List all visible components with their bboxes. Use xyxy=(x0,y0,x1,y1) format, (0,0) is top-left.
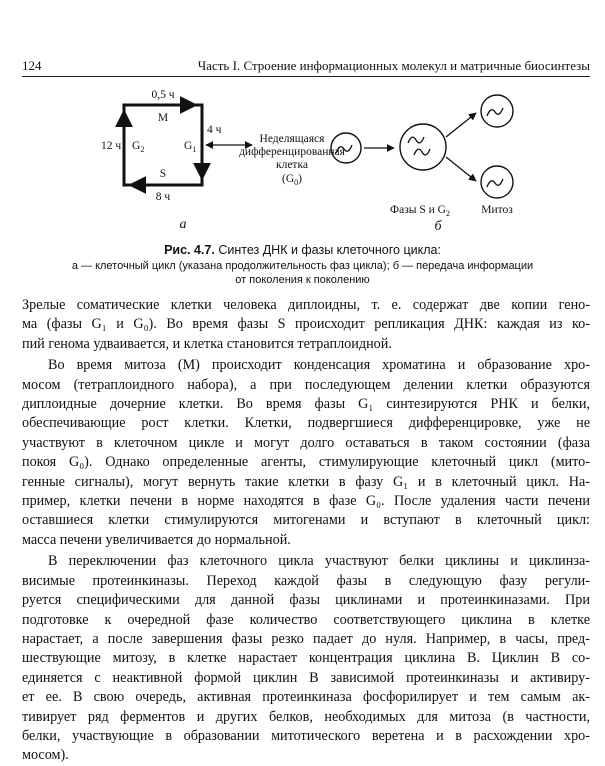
label-phases-s-g2: Фазы S и $G_2$ xyxy=(390,204,450,218)
text-line: масса печени увеличивается до нормальной. xyxy=(22,531,291,548)
label-s-duration: 8 ч xyxy=(155,191,171,203)
text-line: подготовке к очередной фазе количество соответствующего циклина в клетке xyxy=(22,611,590,628)
label-g1: $G_1$ xyxy=(184,140,197,154)
label-g2-duration: 12 ч xyxy=(101,140,122,152)
text-line: покоя G₀). Однако определенные агенты, стимулирующие клеточный цикл (мито- xyxy=(22,454,590,471)
text-line: обеспечивающие рост клетки. Клетки, подвергшиеся дифференцировке, уже не xyxy=(22,415,590,432)
label-g2: $G_2$ xyxy=(132,140,145,154)
figure-drawing xyxy=(0,85,605,245)
chromosome-icon xyxy=(487,179,503,187)
text-line: диплоидные дочерние клетки. Во время фазы G₁ синтезируются РНК и белки, xyxy=(22,396,590,413)
daughter-cell-top xyxy=(481,95,513,127)
chromosome-icon xyxy=(487,108,503,116)
caption-title-text: Синтез ДНК и фазы клеточного цикла: xyxy=(214,243,441,257)
caption-body xyxy=(40,259,565,287)
label-mitosis: Митоз xyxy=(481,204,513,216)
running-title: Часть I. Строение информационных молекул и матричные биосинтезы xyxy=(197,58,590,73)
label-s: S xyxy=(159,168,167,180)
label-nondividing-line1: Неделящаяся xyxy=(259,133,325,145)
text-line: Зрелые соматические клетки человека диплоидны, т. е. содержат две копии гено- xyxy=(22,297,590,313)
text-line: В переключении фаз клеточного цикла участвуют белки циклины и циклинза- xyxy=(48,553,590,570)
chromosome-icon xyxy=(414,149,430,155)
inheritance-diagram xyxy=(331,95,513,234)
label-g1-duration: 4 ч xyxy=(207,124,222,136)
label-m: M xyxy=(157,112,169,124)
text-line: пий генома удваивается, и клетка становится тетраплоидной. xyxy=(22,335,392,352)
label-m-duration: 0,5 ч xyxy=(151,89,175,101)
paragraph-1 xyxy=(22,296,590,354)
caption-line: а — клеточный цикл (указана продолжительность фаз цикла); б — передача информации xyxy=(71,260,534,272)
tetraploid-cell xyxy=(400,124,446,170)
caption-line: от поколения к поколению xyxy=(235,274,370,286)
panel-letter-b: б xyxy=(434,219,442,234)
label-nondividing-line2: дифференцированная xyxy=(239,146,345,158)
caption-title xyxy=(40,243,565,257)
body-text xyxy=(22,296,590,766)
text-line: шествующие митозу, в клетке нарастает концентрация циклина В. Циклин В со- xyxy=(22,650,590,667)
caption-figure-number: Рис. 4.7. xyxy=(164,243,215,257)
daughter-cell-bottom xyxy=(481,166,513,198)
arrow-to-daughter-bottom xyxy=(446,157,476,181)
text-line: руется специфическими для данной фазы циклинами и протеинкиназами. При xyxy=(22,592,590,609)
text-line: белки, участвующие в образовании митотического веретена и в расхождении хро- xyxy=(22,727,590,744)
text-line: мосом). xyxy=(22,747,69,764)
text-line: оставшиеся клетки стимулируются митогенами и вступают в клеточный цикл: xyxy=(22,512,590,529)
label-g0: $(G_0)$ xyxy=(282,173,302,187)
text-line: Во время митоза (М) происходит конденсация хроматина и образование хро- xyxy=(48,357,590,374)
text-line: тивирует ряд ферментов и других белков, необходимых для митоза (в частности, xyxy=(22,708,590,725)
panel-letter-a: а xyxy=(179,217,187,232)
text-line: ет ее. В свою очередь, активная протеинкиназа фосфорилирует и тем самым ак- xyxy=(22,689,590,706)
arrow-to-daughter-top xyxy=(446,113,476,137)
text-line: участвуют в клеточном цикле и могут долго оставаться в таком состоянии (фаза xyxy=(22,434,590,451)
text-line: ма (фазы G₁ и G₀). Во время фазы S происходит репликация ДНК: каждая из ко- xyxy=(22,316,590,333)
chromosome-icon xyxy=(408,137,424,143)
text-line: нарастает, а после завершения фазы резко падает до нуля. Например, в часы, пред- xyxy=(22,630,590,647)
page-number: 124 xyxy=(22,58,42,73)
figure-caption xyxy=(40,243,565,287)
cell-cycle-diagram xyxy=(101,89,346,232)
text-line: висимые протеинкиназы. Переход каждой фазы в следующую фазу регули- xyxy=(22,572,590,589)
label-nondividing-line3: клетка xyxy=(276,159,308,171)
figure-4-7 xyxy=(0,85,605,245)
paragraph-3 xyxy=(22,552,590,765)
paragraph-2 xyxy=(22,356,590,550)
text-line: генные сигналы), могут вернуть такие клетки в фазу G₁ и в клеточный цикл. На- xyxy=(22,473,590,490)
text-line: пример, клетки печени в норме находятся в фазе G₀. После удаления части печени xyxy=(22,493,590,510)
text-line: единяется с неактивной формой циклин В зависимой протеинкиназы и активиру- xyxy=(22,669,590,686)
text-line: мосом (тетраплоидного набора), а при последующем делении клетки образуются xyxy=(22,376,590,393)
running-header xyxy=(22,56,590,77)
